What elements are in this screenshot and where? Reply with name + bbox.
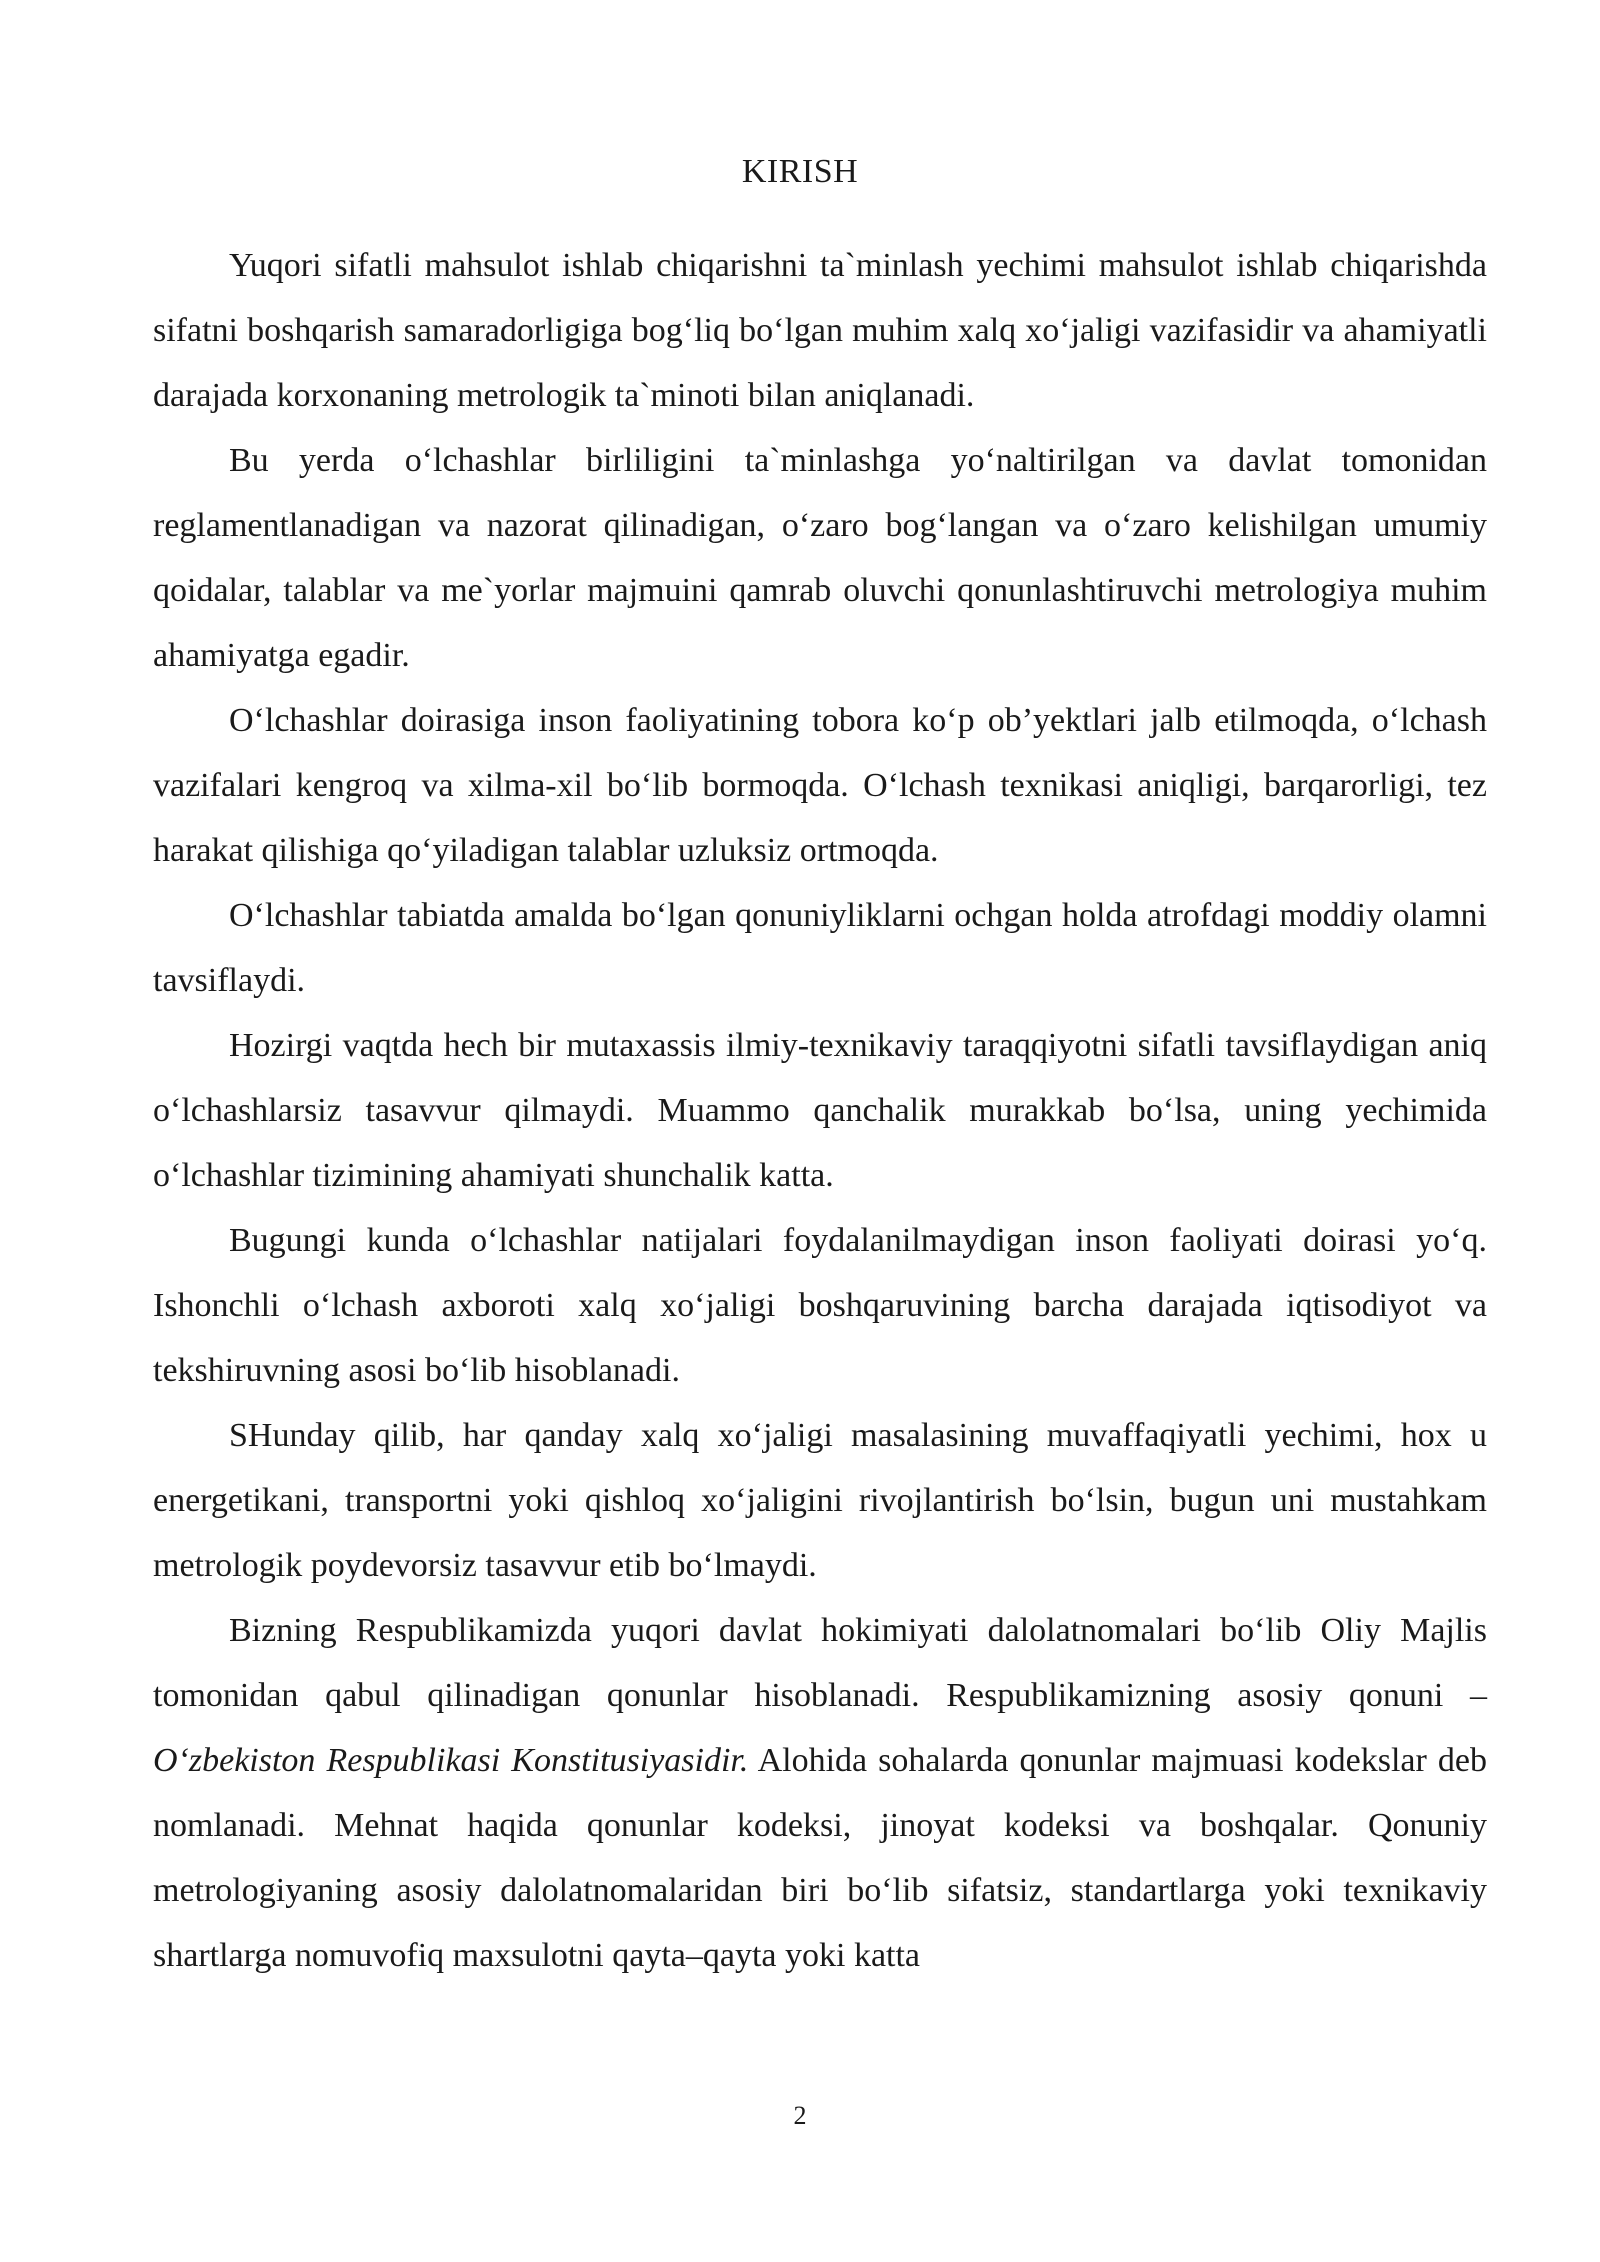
page-number: 2 [793,2101,807,2130]
paragraph: Yuqori sifatli mahsulot ishlab chiqarishni ta`minlash yechimi mahsulot ishlab chiqarishda sifatni boshqarish samaradorligiga bog‘liq bo‘lgan muhim xalq xo‘jaligi vazifasidir va ahamiyatli darajada korxonaning metrologik ta`minoti bilan aniqlanadi. [153,247,1487,414]
paragraph: O‘lchashlar tabiatda amalda bo‘lgan qonuniyliklarni ochgan holda atrofdagi moddiy olamni tavsiflaydi. [153,897,1487,999]
paragraph: Bugungi kunda o‘lchashlar natijalari foydalanilmaydigan inson faoliyati doirasi yo‘q. Ishonchli o‘lchash axboroti xalq xo‘jaligi boshqaruvining barcha darajada iqtisodiyot va tekshiruvning asosi bo‘lib hisoblanadi. [153,1222,1487,1389]
paragraph: O‘lchashlar doirasiga inson faoliyatining tobora ko‘p ob’yektlari jalb etilmoqda, o‘lchash vazifalari kengroq va xilma-xil bo‘lib bormoqda. O‘lchash texnikasi aniqligi, barqarorligi, tez harakat qilishiga qo‘yiladigan talablar uzluksiz ortmoqda. [153,702,1487,869]
paragraph-text: Bizning Respublikamizda yuqori davlat hokimiyati dalolatnomalari bo‘lib Oliy Majlis tomonidan qabul qilinadigan qonunlar hisoblanadi. Respublikamizning asosiy qonuni – [153,1612,1487,1714]
paragraph-text: Alohida sohalarda qonunlar majmuasi kodekslar deb nomlanadi. Mehnat haqida qonunlar kodeksi, jinoyat kodeksi va boshqalar. Qonuniy metrologiyaning asosiy dalolatnomalaridan biri bo‘lib sifatsiz, standartlarga yoki texnikaviy shartlarga nomuvofiq maxsulotni qayta–qayta yoki katta [153,1742,1487,1974]
section-heading: KIRISH [741,153,859,190]
paragraph: Bu yerda o‘lchashlar birliligini ta`minlashga yo‘naltirilgan va davlat tomonidan reglamentlanadigan va nazorat qilinadigan, o‘zaro bog‘langan va o‘zaro kelishilgan umumiy qoidalar, talablar va me`yorlar majmuini qamrab oluvchi qonunlashtiruvchi metrologiya muhim ahamiyatga egadir. [153,442,1487,674]
paragraph-last [153,1598,1487,1988]
body-text [153,233,1487,1988]
italic-constitution-text: O‘zbekiston Respublikasi Konstitusiyasidir. [153,1742,749,1779]
paragraph: SHunday qilib, har qanday xalq xo‘jaligi masalasining muvaffaqiyatli yechimi, hox u energetikani, transportni yoki qishloq xo‘jaligini rivojlantirish bo‘lsin, bugun uni mustahkam metrologik poydevorsiz tasavvur etib bo‘lmaydi. [153,1417,1487,1584]
paragraph: Hozirgi vaqtda hech bir mutaxassis ilmiy-texnikaviy taraqqiyotni sifatli tavsiflaydigan aniq o‘lchashlarsiz tasavvur qilmaydi. Muammo qanchalik murakkab bo‘lsa, uning yechimida o‘lchashlar tizimining ahamiyati shunchalik katta. [153,1027,1487,1194]
